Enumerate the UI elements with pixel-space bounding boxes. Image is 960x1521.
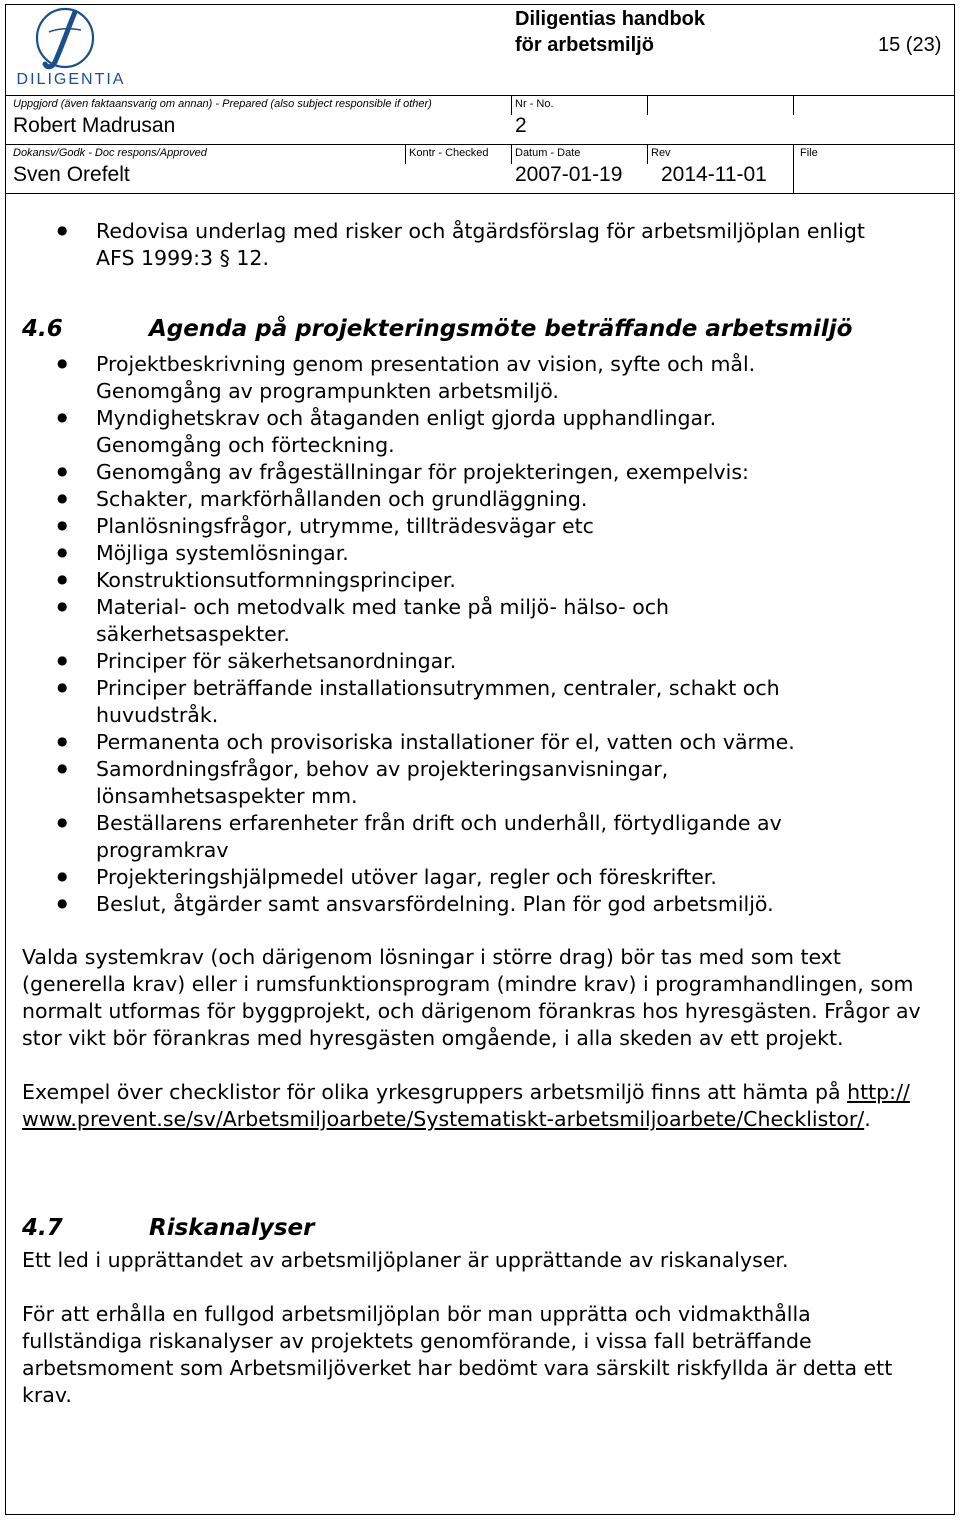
rev-value: 2014-11-01 (661, 163, 767, 186)
list-item: ● Schakter, markförhållanden och grundläggning. (22, 486, 822, 513)
list-item: ● Material- och metodvalk med tanke på miljö- hälso- och säkerhetsaspekter. (22, 594, 736, 648)
paragraph-with-link (22, 1079, 922, 1133)
rev-label: Rev (651, 147, 671, 159)
prepared-label: Uppgjord (även faktaansvarig om annan) - Prepared (also subject responsible if other) (13, 98, 432, 110)
approved-label: Dokansv/Godk - Doc respons/Approved (13, 147, 207, 159)
logo-emblem-icon (9, 6, 134, 88)
section-title: Riskanalyser (149, 1215, 315, 1241)
paragraph-end: . (864, 1107, 871, 1131)
list-item: ● Redovisa underlag med risker och åtgärdsförslag för arbetsmiljöplan enligt AFS 1999:3 § 12. (22, 218, 882, 272)
date-label: Datum - Date (515, 147, 581, 159)
header-divider (405, 144, 406, 164)
diligentia-logo (9, 6, 134, 88)
section-title: Agenda på projekteringsmöte beträffande arbetsmiljö (149, 316, 853, 342)
svg-text:DILIGENTIA: DILIGENTIA (16, 71, 126, 88)
intro-bullet-list (22, 218, 882, 272)
header-divider (511, 95, 512, 115)
agenda-bullet-list (22, 351, 822, 918)
list-item: ● Genomgång av frågeställningar för projekteringen, exempelvis: (22, 459, 822, 486)
list-item: ● Permanenta och provisoriska installationer för el, vatten och värme. (22, 729, 822, 756)
approved-value: Sven Orefelt (13, 163, 130, 186)
section-number: 4.7 (22, 1215, 63, 1241)
checklist-link[interactable]: http://www.prevent.se/sv/Arbetsmiljoarbete/Systematiskt-arbetsmiljoarbete/Checklistor/ (22, 1080, 910, 1131)
header-rule-bottom (5, 193, 955, 194)
list-item: ● Planlösningsfrågor, utrymme, tillträdesvägar etc (22, 513, 822, 540)
header-divider (793, 95, 794, 115)
list-item: ● Principer beträffande installationsutrymmen, centraler, schakt och huvudstråk. (22, 675, 822, 729)
section-heading-4-7 (22, 1215, 932, 1242)
header-divider (511, 144, 512, 164)
header-rule-middle (5, 144, 955, 145)
section-number: 4.6 (22, 316, 63, 342)
nr-label: Nr - No. (515, 98, 554, 110)
page-number: 15 (23) (878, 34, 942, 56)
checked-label: Kontr - Checked (409, 147, 489, 159)
document-body (22, 218, 932, 1409)
list-item: ● Beställarens erfarenheter från drift och underhåll, förtydligande av programkrav (22, 810, 822, 864)
list-item: ● Projektbeskrivning genom presentation av vision, syfte och mål. Genomgång av programpunkten arbetsmiljö. (22, 351, 822, 405)
list-item: ● Myndighetskrav och åtaganden enligt gjorda upphandlingar. Genomgång och förteckning. (22, 405, 822, 459)
file-label: File (800, 147, 818, 159)
list-item: ● Konstruktionsutformningsprinciper. (22, 567, 822, 594)
header-rule-top (5, 95, 955, 96)
list-item: ● Samordningsfrågor, behov av projekteringsanvisningar, lönsamhetsaspekter mm. (22, 756, 756, 810)
paragraph: Valda systemkrav (och därigenom lösningar i större drag) bör tas med som text (generella krav) eller i rumsfunktionsprogram (mindre krav) i programhandlingen, som normalt utformas för byggprojekt, och därigenom förankras hos hyresgästen. Frågor av stor vikt bör förankras med hyresgästen omgående, i alla skeden av ett projekt. (22, 945, 921, 1050)
list-item: ● Projekteringshjälpmedel utöver lagar, regler och föreskrifter. (22, 864, 822, 891)
header-divider (647, 144, 648, 164)
paragraph: För att erhålla en fullgod arbetsmiljöplan bör man upprätta och vidmakthålla fullständiga riskanalyser av projektets genomförande, i vissa fall beträffande arbetsmoment som Arbetsmiljöverket har bedömt vara särskilt riskfyllda är detta ett krav. (22, 1302, 893, 1407)
paragraph-text: Exempel över checklistor för olika yrkesgruppers arbetsmiljö finns att hämta på (22, 1080, 841, 1104)
paragraph: Ett led i upprättandet av arbetsmiljöplaner är upprättande av riskanalyser. (22, 1248, 789, 1272)
section-heading-4-6 (22, 316, 932, 343)
handbook-title: Diligentias handbok (515, 8, 706, 30)
header-divider (793, 144, 794, 193)
list-item: ● Beslut, åtgärder samt ansvarsfördelning. Plan för god arbetsmiljö. (22, 891, 822, 918)
list-item: ● Principer för säkerhetsanordningar. (22, 648, 822, 675)
list-item: ● Möjliga systemlösningar. (22, 540, 822, 567)
header-divider (647, 95, 648, 115)
handbook-subtitle: för arbetsmiljö (515, 34, 654, 56)
nr-value: 2 (515, 114, 527, 137)
prepared-value: Robert Madrusan (13, 114, 176, 137)
date-value: 2007-01-19 (515, 163, 623, 186)
